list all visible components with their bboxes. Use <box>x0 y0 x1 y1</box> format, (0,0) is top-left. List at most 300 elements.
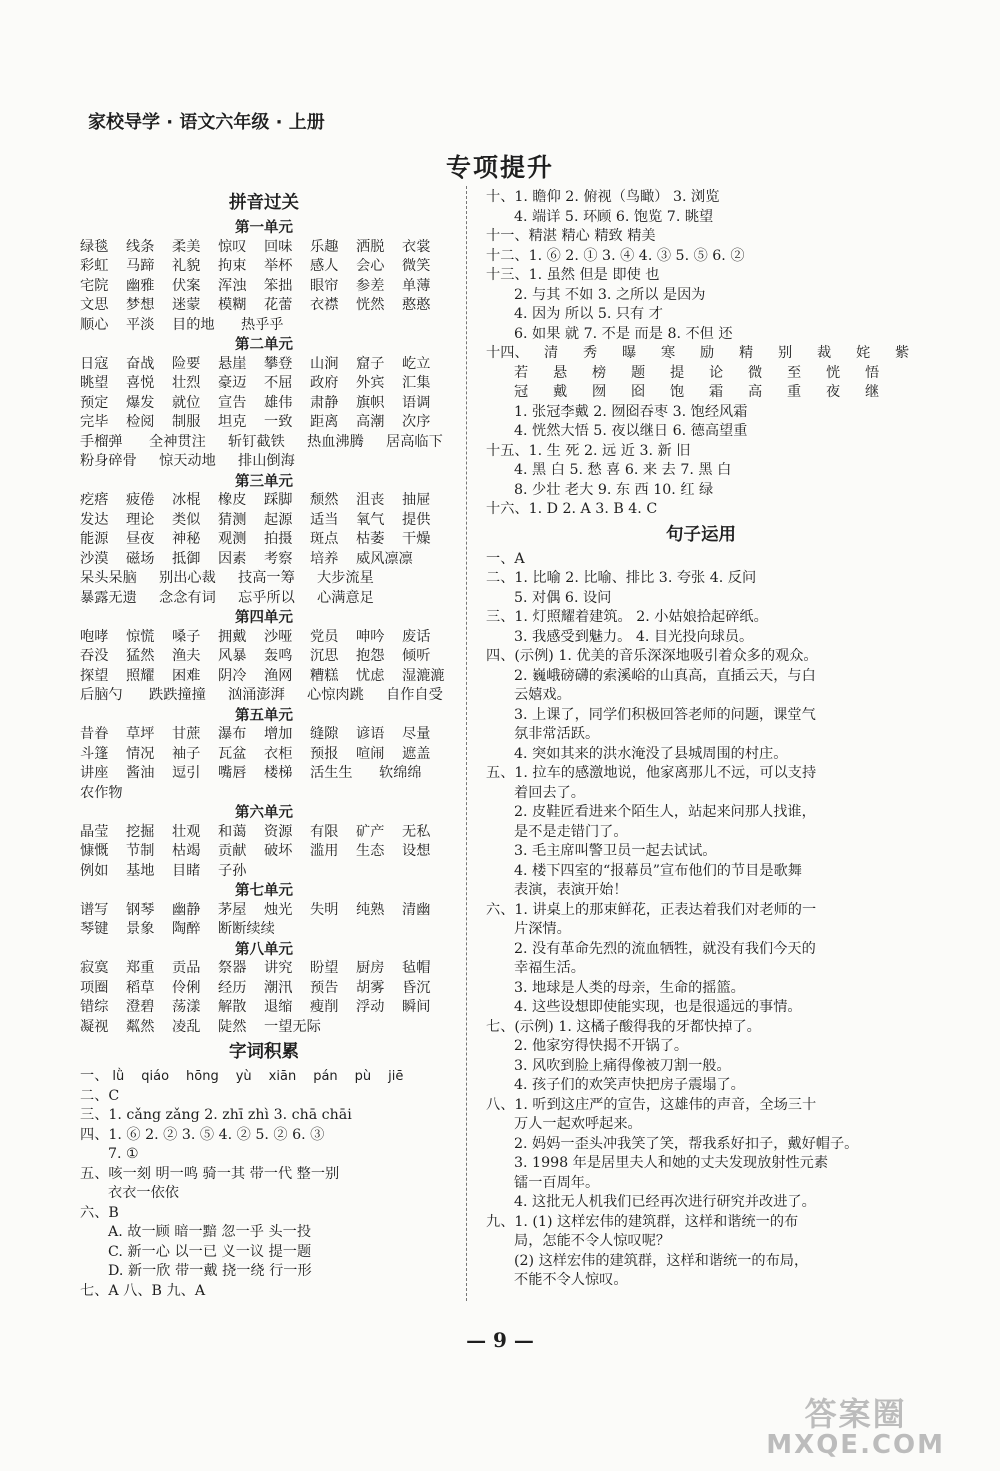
word: 适当 <box>310 511 339 528</box>
sentence-line: 3. 毛主席叫警卫员一起去试试。 <box>514 843 717 859</box>
word: 倾听 <box>402 648 431 664</box>
word: 沉思 <box>310 648 339 664</box>
word: 距离 <box>310 414 339 430</box>
word: 节制 <box>126 843 155 859</box>
pinyin-syllable: xiān <box>268 1069 297 1084</box>
word-row <box>80 959 448 979</box>
char-cell: 重 <box>787 384 802 400</box>
char-cell: 紫 <box>895 345 910 361</box>
answer-line: 7. ① <box>108 1146 139 1162</box>
char-row <box>486 383 916 403</box>
word: 磁场 <box>126 550 155 567</box>
word: 旗帜 <box>356 394 385 411</box>
word: 线条 <box>126 238 155 255</box>
word: 毡帽 <box>402 960 431 976</box>
word: 缝隙 <box>310 726 339 742</box>
word: 澄碧 <box>126 999 155 1015</box>
word: 惊天动地 <box>159 453 216 469</box>
char-cell: 别 <box>778 345 793 361</box>
word: 外宾 <box>356 375 385 391</box>
watermark-text: 答案圈 <box>804 1395 907 1433</box>
word-row <box>80 433 448 453</box>
word: 生态 <box>356 843 385 859</box>
sentence-line: 2. 皮鞋匠看进来个陌生人，站起来问那人找谁， <box>514 804 816 820</box>
word: 制服 <box>172 414 201 430</box>
sentence-line: 3. 地球是人类的母亲，生命的摇篮。 <box>514 979 745 996</box>
word: 花蕾 <box>264 297 293 313</box>
word: 因素 <box>218 550 247 567</box>
sentence-line: 4. 这批无人机我们已经再次进行研究并改进了。 <box>514 1194 816 1210</box>
word: 幽雅 <box>126 277 155 294</box>
word-row <box>80 862 448 882</box>
word-row <box>80 316 448 336</box>
word-row <box>80 667 448 687</box>
answer-line: 六、B <box>80 1204 119 1221</box>
word-row <box>80 452 448 472</box>
book-header: 家校导学 · 语文六年级 · 上册 <box>88 112 325 133</box>
word: 荡漾 <box>172 999 201 1015</box>
char-cell: 夜 <box>826 384 841 400</box>
word: 礼貌 <box>172 258 201 274</box>
word: 吞没 <box>80 648 109 664</box>
word: 洒脱 <box>356 238 385 255</box>
word: 暴露无遗 <box>80 589 137 606</box>
char-cell: 至 <box>787 364 802 381</box>
char-cell: 提 <box>670 364 685 381</box>
word: 风暴 <box>218 648 247 664</box>
char-cell: 饱 <box>670 384 685 400</box>
word: 湿漉漉 <box>402 667 445 684</box>
word: 贡献 <box>218 843 247 859</box>
pinyin-syllable: qiáo <box>141 1069 170 1084</box>
word: 预定 <box>80 394 109 411</box>
word-row <box>80 355 448 375</box>
char-cell: 戴 <box>553 384 568 400</box>
answer-line: 十二、1. ⑥ 2. ① 3. ④ 4. ③ 5. ⑤ 6. ② <box>486 247 745 264</box>
answer-line: 4. 黑 白 5. 愁 喜 6. 来 去 7. 黑 白 <box>514 462 732 478</box>
word: 废话 <box>402 628 431 645</box>
word: 语调 <box>402 394 431 411</box>
word: 恍然 <box>356 297 385 313</box>
pinyin-syllable: lǜ <box>112 1069 125 1084</box>
word: 瓦盆 <box>218 745 247 762</box>
word: 后脑勺 <box>80 687 123 703</box>
word-row <box>80 628 448 648</box>
char-cell: 悬 <box>553 364 568 381</box>
answer-line: 十、1. 瞻仰 2. 俯视（鸟瞰） 3. 浏览 <box>486 189 720 205</box>
char-cell: 精 <box>739 345 754 361</box>
char-cell: 姹 <box>856 345 871 361</box>
word: 沙哑 <box>264 628 293 645</box>
word: 和蔼 <box>218 823 247 840</box>
word: 喜悦 <box>126 375 155 391</box>
sentence-line: 3. 风吹到脸上痛得像被刀割一般。 <box>514 1057 731 1074</box>
word: 酱油 <box>126 765 155 781</box>
word: 别出心裁 <box>159 570 216 586</box>
watermark-url: MXQE.COM <box>766 1429 945 1460</box>
word: 山涧 <box>310 355 339 372</box>
word: 瘦削 <box>310 999 339 1015</box>
word: 陡然 <box>218 1018 247 1035</box>
word: 目睹 <box>172 862 201 879</box>
word: 理论 <box>126 511 155 528</box>
word: 就位 <box>172 394 201 411</box>
pinyin-section-title: 拼音过关 <box>229 193 299 213</box>
word: 斩钉截铁 <box>228 433 285 450</box>
sentence-line: 2. 巍峨磅礴的索溪峪的山真高，直插云天，与白 <box>514 667 816 684</box>
word: 讲究 <box>264 960 293 976</box>
word: 沙漠 <box>80 550 109 567</box>
word: 憨憨 <box>402 297 431 313</box>
column-divider <box>466 186 467 1301</box>
word: 乐趣 <box>310 238 339 255</box>
word: 呆头呆脑 <box>80 570 137 586</box>
sentence-line: 是不是走错门了。 <box>514 823 628 840</box>
char-cell: 囵 <box>631 384 646 400</box>
word: 胡雾 <box>356 979 385 996</box>
word: 昏沉 <box>402 979 431 996</box>
word: 次序 <box>402 414 431 430</box>
word: 日寇 <box>80 355 109 372</box>
sentence-line: 4. 楼下四室的“报幕员”宣布他们的节目是歌舞 <box>514 862 802 879</box>
word: 大步流星 <box>317 570 374 586</box>
right-column <box>486 188 916 1291</box>
word: 粉身碎骨 <box>80 453 137 469</box>
word: 谱写 <box>80 901 109 918</box>
sentence-line: 2. 他家穷得快揭不开锅了。 <box>514 1038 689 1054</box>
word: 软绵绵 <box>379 765 422 781</box>
answer-line: 五、咳一刻 明一鸣 骑一其 带一代 整一别 <box>80 1165 340 1182</box>
sentence-line: 六、1. 讲桌上的那束鲜花，正表达着我们对老师的一 <box>486 901 817 918</box>
word: 断断续续 <box>218 921 275 937</box>
pinyin-syllable: jiē <box>388 1069 404 1084</box>
word-row <box>80 920 448 940</box>
word: 伏案 <box>172 277 201 294</box>
word: 茅屋 <box>218 901 247 918</box>
word-row <box>80 979 448 999</box>
word: 起源 <box>264 511 293 528</box>
word: 遮盖 <box>402 745 431 762</box>
word: 干燥 <box>402 531 431 547</box>
word: 坦克 <box>218 414 247 430</box>
word-row <box>80 491 448 511</box>
answer-line: A. 故一顾 暗一黯 忽一乎 头一投 <box>108 1224 312 1240</box>
word: 自作自受 <box>386 687 443 703</box>
word: 高潮 <box>356 414 385 430</box>
word: 雄伟 <box>264 394 293 411</box>
word-row <box>80 1018 448 1038</box>
word: 项圈 <box>80 979 109 996</box>
word: 资源 <box>264 823 293 840</box>
word: 祭器 <box>218 960 247 976</box>
word: 会心 <box>356 258 385 274</box>
answer-line: 二、C <box>80 1087 120 1104</box>
word: 全神贯注 <box>149 433 206 450</box>
word: 绿毯 <box>80 238 109 255</box>
word: 抽屉 <box>402 492 431 508</box>
word: 沮丧 <box>356 492 385 508</box>
word: 心满意足 <box>317 589 374 606</box>
word: 排山倒海 <box>238 453 295 469</box>
word: 壮烈 <box>172 375 201 391</box>
word: 预告 <box>310 979 339 996</box>
word: 呻吟 <box>356 628 385 645</box>
sentence-line: 3. 1998 年是居里夫人和她的丈夫发现放射性元素 <box>514 1155 829 1171</box>
word: 景象 <box>126 921 155 937</box>
word: 惊慌 <box>126 628 155 645</box>
word: 马蹄 <box>126 258 155 274</box>
word: 浑浊 <box>218 277 247 294</box>
word-row <box>80 413 448 433</box>
word: 心惊肉跳 <box>307 687 364 703</box>
word: 楼梯 <box>264 765 293 781</box>
page-title: 专项提升 <box>445 153 554 182</box>
word: 宣告 <box>218 394 247 411</box>
unit-title: 第一单元 <box>235 219 293 236</box>
word: 斗篷 <box>80 745 109 762</box>
char-row <box>486 344 916 364</box>
word: 手榴弹 <box>80 433 123 450</box>
sentence-line: 片深情。 <box>514 921 571 937</box>
word: 照耀 <box>126 667 155 684</box>
word: 党员 <box>310 628 339 645</box>
sentence-line: 幸福生活。 <box>514 960 585 976</box>
word: 矿产 <box>356 823 385 840</box>
word: 抱怨 <box>356 648 385 664</box>
pinyin-units <box>80 218 448 1037</box>
word: 培养 <box>310 550 339 567</box>
word: 笨拙 <box>264 277 293 294</box>
word-row <box>80 277 448 297</box>
word: 袖子 <box>172 745 201 762</box>
word: 险要 <box>172 355 201 372</box>
word: 伶俐 <box>172 979 201 996</box>
sentence-line: 五、1. 拉车的感激地说，他家离那儿不远，可以支持 <box>486 765 817 781</box>
word: 检阅 <box>126 414 155 430</box>
word-row <box>80 238 448 258</box>
answer-line: 6. 如果 就 7. 不是 而是 8. 不但 还 <box>514 325 733 342</box>
sentence-line: 2. 没有革命先烈的流血牺牲，就没有我们今天的 <box>514 940 816 957</box>
word: 冰棍 <box>172 492 201 508</box>
word: 烛光 <box>264 901 293 918</box>
word: 渔网 <box>264 667 293 684</box>
word-row <box>80 257 448 277</box>
sentence-line: 七、(示例) 1. 这橘子酸得我的牙都快掉了。 <box>486 1018 761 1035</box>
word: 神秘 <box>172 531 201 547</box>
answer-number: 十四、 <box>486 345 529 361</box>
word: 渔夫 <box>172 648 201 664</box>
word: 柔美 <box>172 238 201 255</box>
word: 慷慨 <box>80 843 109 859</box>
word: 肃静 <box>310 394 339 411</box>
char-cell: 囫 <box>592 384 607 400</box>
answer-line: 8. 少壮 老大 9. 东 西 10. 红 绿 <box>514 481 714 498</box>
char-cell: 恍 <box>826 364 841 381</box>
word: 热乎乎 <box>241 316 284 333</box>
sentence-line: 2. 妈妈一歪头冲我笑了笑，帮我系好扣子，戴好帽子。 <box>514 1135 859 1152</box>
word: 完毕 <box>80 414 109 430</box>
word-row <box>80 647 448 667</box>
word: 无私 <box>402 823 431 840</box>
word-row <box>80 901 448 921</box>
sentence-line: 3. 上课了，同学们积极回答老师的问题，课堂气 <box>514 706 816 723</box>
word: 猜测 <box>218 511 247 528</box>
word: 嘴唇 <box>218 765 247 781</box>
word: 忘乎所以 <box>238 589 295 606</box>
word: 情况 <box>126 745 155 762</box>
unit-title: 第四单元 <box>235 609 293 626</box>
word: 草坪 <box>126 726 155 742</box>
char-cell: 高 <box>748 384 763 400</box>
char-cell: 曝 <box>622 345 637 361</box>
word-row <box>80 374 448 394</box>
word: 文思 <box>80 297 109 313</box>
word-row <box>80 394 448 414</box>
sentence-line: 四、(示例) 1. 优美的音乐深深地吸引着众多的观众。 <box>486 648 818 664</box>
pinyin-answer-line <box>80 1067 448 1087</box>
word: 衣柜 <box>264 745 293 762</box>
word: 经历 <box>218 979 247 996</box>
word: 提供 <box>402 511 431 528</box>
word: 浮动 <box>356 999 385 1015</box>
word-row <box>80 745 448 765</box>
char-cell: 论 <box>709 364 724 381</box>
word: 枯萎 <box>356 531 385 547</box>
pinyin-list <box>112 1067 420 1087</box>
answer-line: 2. 与其 不如 3. 之所以 是因为 <box>514 286 706 303</box>
word-row <box>80 569 448 589</box>
pinyin-syllable: pù <box>354 1069 372 1084</box>
word: 斑点 <box>310 531 339 547</box>
word: 威风凛凛 <box>356 550 413 567</box>
word: 讲座 <box>80 765 109 781</box>
word: 考察 <box>264 550 293 567</box>
word: 解散 <box>218 999 247 1015</box>
answer-line: 七、A 八、B 九、A <box>80 1282 206 1299</box>
word: 昼夜 <box>126 531 155 547</box>
word: 拘束 <box>218 258 247 274</box>
word: 琴键 <box>80 921 109 937</box>
word-row <box>80 686 448 706</box>
word: 技高一筹 <box>238 570 295 586</box>
word: 眺望 <box>80 375 109 391</box>
word: 惊叹 <box>218 238 247 255</box>
word: 贡品 <box>172 960 201 976</box>
word: 晶莹 <box>80 823 109 840</box>
word: 瀑布 <box>218 726 247 742</box>
word: 清幽 <box>402 901 431 918</box>
word-answer-list <box>80 1087 448 1302</box>
word: 梦想 <box>126 297 155 313</box>
word: 轰鸣 <box>264 648 293 664</box>
sentence-line: 万人一起欢呼起来。 <box>514 1116 642 1132</box>
sentence-line: 氛非常活跃。 <box>514 726 600 742</box>
word: 颓然 <box>310 492 339 508</box>
word: 活生生 <box>310 765 353 781</box>
answer-line: 十三、1. 虽然 但是 即使 也 <box>486 267 660 283</box>
word-row <box>80 764 448 784</box>
word: 不屈 <box>264 375 293 391</box>
word: 寂寞 <box>80 960 109 976</box>
word: 阴冷 <box>218 667 247 684</box>
site-watermark <box>766 1395 945 1460</box>
word: 粼然 <box>126 1018 155 1035</box>
word: 感人 <box>310 258 339 274</box>
sentence-line: 表演，表演开始！ <box>514 882 628 898</box>
word: 迷蒙 <box>172 297 201 313</box>
char-cell: 寒 <box>661 345 676 361</box>
word-row <box>80 589 448 609</box>
word: 潮汛 <box>264 979 293 996</box>
word: 回味 <box>264 238 293 255</box>
char-row <box>486 364 916 384</box>
word: 屹立 <box>402 355 431 372</box>
answer-number: 一、 <box>80 1068 109 1084</box>
pinyin-syllable: yù <box>235 1069 252 1084</box>
word: 喧闹 <box>356 745 385 762</box>
word-row <box>80 550 448 570</box>
answer-line: 十六、1. D 2. A 3. B 4. C <box>486 501 658 517</box>
word: 困难 <box>172 667 201 684</box>
word: 设想 <box>402 843 431 859</box>
char-cell: 秀 <box>583 345 598 361</box>
char-cell: 若 <box>514 364 529 381</box>
word: 凌乱 <box>172 1018 201 1035</box>
word: 政府 <box>310 375 339 391</box>
sentence-line: 着回去了。 <box>514 784 585 801</box>
word: 居高临下 <box>386 433 443 450</box>
word-row <box>80 842 448 862</box>
word: 单薄 <box>402 277 431 294</box>
sentence-line: 一、A <box>486 550 525 567</box>
sentence-line: 三、1. 灯照耀着建筑。 2. 小姑娘拾起碎纸。 <box>486 609 768 625</box>
answer-line: 4. 因为 所以 5. 只有 才 <box>514 306 663 322</box>
sentence-line: 九、1. (1) 这样宏伟的建筑群，这样和谐统一的布 <box>486 1213 799 1230</box>
word: 探望 <box>80 667 109 684</box>
word: 凝视 <box>80 1018 109 1035</box>
word: 爆发 <box>126 394 155 411</box>
word: 尽量 <box>402 726 431 742</box>
word: 疲倦 <box>126 492 155 508</box>
word: 糟糕 <box>310 667 339 684</box>
word: 跌跌撞撞 <box>149 687 206 703</box>
word: 奋战 <box>126 355 155 372</box>
word: 窟子 <box>356 355 385 372</box>
word: 郑重 <box>126 960 155 976</box>
word-row <box>80 784 448 804</box>
word: 目的地 <box>172 316 215 333</box>
word: 陶醉 <box>172 921 201 937</box>
word: 平淡 <box>126 316 155 333</box>
word: 拍摄 <box>264 531 293 547</box>
word: 模糊 <box>218 297 247 313</box>
word: 破坏 <box>264 843 293 859</box>
word: 一望无际 <box>264 1018 321 1035</box>
word: 嗓子 <box>172 628 201 645</box>
char-cell: 裁 <box>817 345 832 361</box>
answer-line: 四、1. ⑥ 2. ② 3. ⑤ 4. ② 5. ② 6. ③ <box>80 1126 325 1143</box>
word: 瞬间 <box>402 999 431 1015</box>
word-row <box>80 530 448 550</box>
sentence-line: 局，怎能不令人惊叹呢？ <box>514 1233 671 1249</box>
word-row <box>80 998 448 1018</box>
page-number: — 9 — <box>466 1328 534 1352</box>
answer-line: D. 新一欣 带一戴 挠一绕 行一形 <box>108 1263 312 1279</box>
sentence-line: 4. 孩子们的欢笑声快把房子震塌了。 <box>514 1077 745 1093</box>
word: 豪迈 <box>218 375 247 391</box>
word: 农作物 <box>80 784 123 801</box>
answer-list-mid <box>486 403 916 520</box>
